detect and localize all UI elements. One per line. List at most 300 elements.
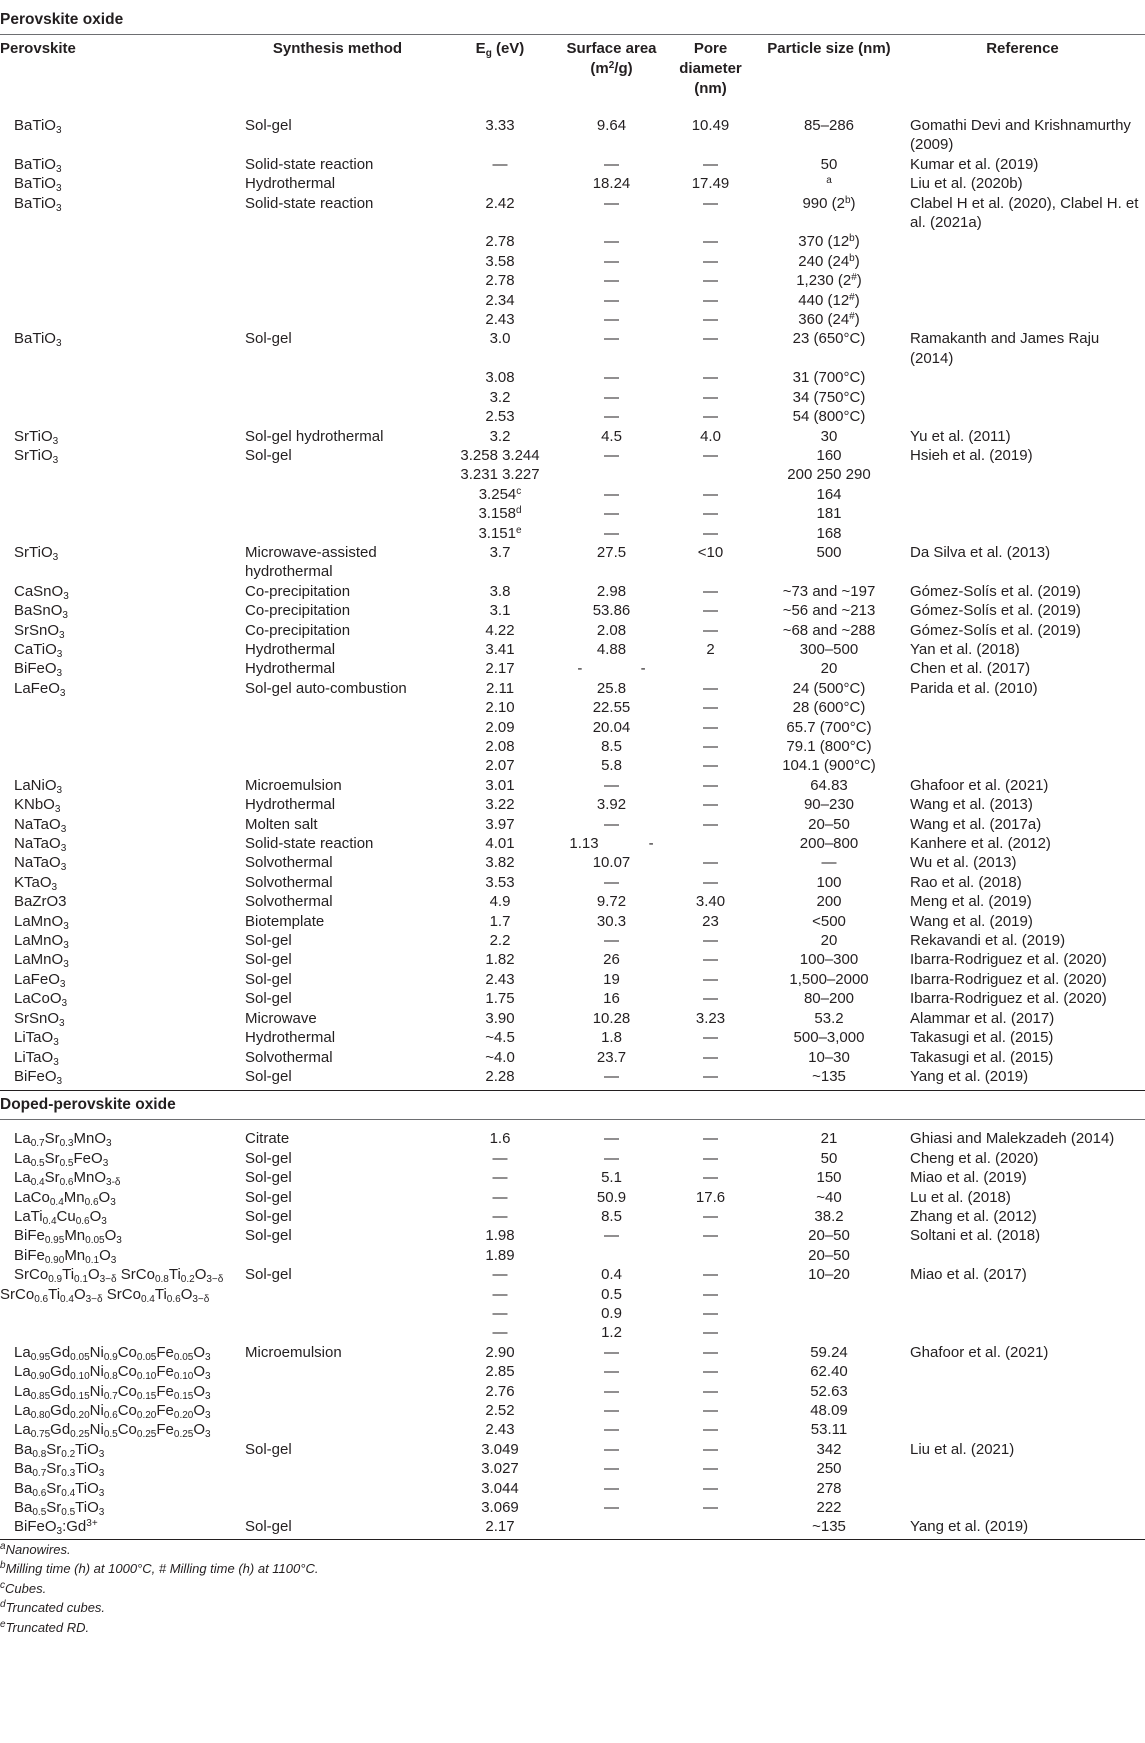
pore-diameter-cell: — [703, 330, 718, 348]
band-gap-cell: 2.11 [485, 679, 515, 697]
table-row [0, 1323, 1145, 1342]
table-row [0, 1168, 1145, 1187]
synthesis-method-cell: Sol-gel auto-combustion [245, 679, 407, 697]
table-row [0, 1009, 1145, 1028]
particle-size-cell: a [826, 175, 832, 187]
band-gap-cell: 3.231 3.227 [460, 466, 540, 484]
reference-cell [900, 252, 1145, 271]
synthesis-method-cell [235, 1362, 440, 1381]
reference-cell: Yang et al. (2019) [910, 1067, 1029, 1085]
header-pore-diameter: Pore diameter (nm) [679, 40, 742, 97]
table-row [0, 1048, 1145, 1067]
perovskite-cell: BaTiO$_3$ [14, 330, 62, 350]
particle-size-cell: 104.1 (900°C) [782, 757, 876, 775]
pore-diameter-cell: — [703, 602, 718, 620]
band-gap-cell: 3.90 [485, 1009, 515, 1027]
perovskite-cell: LaMnO$_3$ [14, 951, 69, 971]
synthesis-method-cell: Co-precipitation [245, 621, 351, 639]
band-gap-cell: — [492, 1188, 508, 1206]
surface-area-cell: — [604, 1460, 619, 1478]
surface-area-cell: 8.5 [601, 1207, 622, 1225]
reference-cell: Soltani et al. (2018) [910, 1227, 1041, 1245]
header-band-gap: $E_g$ (eV) [475, 40, 525, 59]
reference-cell: Hsieh et al. (2019) [910, 446, 1033, 464]
table-row [0, 1207, 1145, 1226]
band-gap-cell: 4.01 [485, 835, 515, 853]
perovskite-cell: LaNiO$_3$ [14, 776, 63, 796]
particle-size-cell: 28 (600°C) [792, 699, 866, 717]
particle-size-cell: 300–500 [799, 640, 859, 658]
perovskite-cell: $LaCo_{0.4}Mn_{0.6}O_3$ [14, 1188, 116, 1208]
perovskite-cell: $La_{0.7}Sr_{0.3}MnO_3$ [14, 1130, 112, 1150]
particle-size-cell: 500–3,000 [793, 1029, 865, 1047]
pore-diameter-cell: — [703, 873, 718, 891]
perovskite-cell: $BiFe_{0.90}Mn_{0.1}O_3$ [14, 1246, 117, 1266]
pore-diameter-cell: — [703, 446, 718, 464]
band-gap-cell: ~4.0 [485, 1048, 515, 1066]
band-gap-cell: 2.52 [485, 1402, 515, 1419]
surface-area-cell: 27.5 [596, 543, 627, 561]
pore-diameter-cell: — [703, 679, 718, 697]
pore-diameter-cell: — [703, 252, 718, 270]
synthesis-method-cell: Sol-gel [245, 1207, 292, 1225]
table-row [0, 912, 1145, 931]
synthesis-method-cell [235, 737, 440, 756]
pore-diameter-cell: — [703, 582, 718, 600]
reference-cell: Yang et al. (2019) [910, 1518, 1029, 1536]
synthesis-method-cell: Co-precipitation [245, 602, 351, 620]
surface-area-cell: — [604, 272, 619, 290]
reference-cell: Ibarra-Rodriguez et al. (2020) [910, 970, 1107, 988]
table-row [0, 1188, 1145, 1207]
surface-area-cell [560, 1246, 663, 1265]
perovskite-cell: BaTiO$_3$ [14, 117, 62, 136]
pore-diameter-cell: — [703, 1149, 718, 1167]
band-gap-cell: 3.2 [489, 388, 511, 406]
particle-size-cell: 20 [820, 932, 838, 950]
band-gap-cell: 3.8 [489, 582, 511, 600]
perovskite-rows [0, 107, 1145, 1086]
synthesis-method-cell: Sol-gel hydrothermal [245, 427, 384, 445]
particle-size-cell: 20–50 [808, 1246, 850, 1264]
reference-cell [900, 1362, 1145, 1381]
surface-area-cell: — [604, 1479, 619, 1497]
table-row [0, 1285, 1145, 1304]
synthesis-method-cell [235, 698, 440, 717]
pore-diameter-cell: — [703, 1363, 718, 1381]
table-row [0, 815, 1145, 834]
synthesis-method-cell: Sol-gel [245, 1067, 292, 1085]
reference-cell [900, 1401, 1145, 1420]
reference-cell: Yan et al. (2018) [910, 640, 1020, 658]
synthesis-method-cell: Sol-gel [245, 951, 292, 969]
pore-diameter-cell: — [703, 699, 718, 717]
particle-size-cell: 30 [820, 427, 838, 445]
table-row [0, 232, 1145, 251]
pore-diameter-cell: — [703, 1266, 718, 1284]
perovskite-cell: BiFeO$_3$ [14, 660, 63, 680]
reference-cell: Takasugi et al. (2015) [910, 1029, 1054, 1047]
perovskite-cell: BaTiO$_3$ [14, 194, 62, 214]
particle-size-cell: 85–286 [803, 117, 855, 134]
table-row [0, 465, 1145, 484]
perovskite-cell: BaTiO$_3$ [14, 175, 62, 195]
perovskite-cell: BiFeO$_3$ [14, 1067, 63, 1087]
reference-cell [900, 1498, 1145, 1517]
reference-cell [900, 1285, 1145, 1304]
synthesis-method-cell: Microwave [245, 1009, 317, 1027]
table-row [0, 107, 1145, 155]
band-gap-cell: 2.85 [485, 1363, 515, 1381]
particle-size-cell: 62.40 [810, 1363, 848, 1381]
reference-cell: Meng et al. (2019) [910, 893, 1032, 911]
surface-area-cell: — [604, 1421, 619, 1439]
particle-size-cell: 342 [816, 1440, 842, 1458]
band-gap-cell: 2.78 [485, 233, 515, 251]
synthesis-method-cell: Hydrothermal [245, 1029, 336, 1047]
band-gap-cell: 3.044 [481, 1479, 519, 1497]
reference-cell [900, 524, 1145, 543]
table-row [0, 659, 1145, 678]
reference-cell [900, 232, 1145, 251]
band-gap-cell: 3.1 [489, 602, 511, 620]
reference-cell [900, 1304, 1145, 1323]
band-gap-cell: 3.0 [489, 330, 511, 348]
synthesis-method-cell [235, 1323, 440, 1342]
band-gap-cell: 3.53 [485, 873, 515, 891]
band-gap-cell: — [492, 155, 508, 173]
band-gap-cell: — [492, 1285, 508, 1303]
band-gap-cell: 2.10 [485, 699, 515, 717]
pore-diameter-cell: — [703, 1421, 718, 1439]
perovskite-table [0, 35, 1145, 1086]
surface-area-cell [560, 465, 663, 484]
synthesis-method-cell [235, 310, 440, 329]
surface-area-cell: 2.98 [596, 582, 627, 600]
pore-diameter-cell: — [703, 1169, 718, 1187]
synthesis-method-cell [235, 1285, 440, 1304]
particle-size-cell: ~135 [812, 1518, 846, 1536]
surface-area-cell: — [604, 524, 619, 542]
band-gap-cell: 2.28 [485, 1067, 515, 1085]
surface-area-cell: 9.72 [596, 893, 627, 911]
surface-area-cell [560, 1517, 663, 1536]
reference-cell: Da Silva et al. (2013) [910, 543, 1051, 561]
band-gap-cell: 2.76 [485, 1382, 515, 1400]
surface-area-cell: — [604, 1402, 619, 1419]
band-gap-cell: 2.09 [485, 718, 515, 736]
particle-size-cell: 34 (750°C) [792, 388, 866, 406]
particle-size-cell: 100 [816, 873, 842, 891]
particle-size-cell: 440 (12#) [798, 291, 860, 309]
band-gap-cell: — [492, 1266, 508, 1284]
synthesis-method-cell [235, 465, 440, 484]
band-gap-cell: 3.258 3.244 [460, 446, 540, 464]
synthesis-method-cell: Hydrothermal [245, 796, 336, 814]
table-row [0, 1517, 1145, 1536]
reference-cell: Miao et al. (2019) [910, 1169, 1027, 1187]
reference-cell [900, 698, 1145, 717]
surface-area-cell: 18.24 [592, 175, 631, 193]
table-row [0, 718, 1145, 737]
particle-size-cell [758, 1285, 900, 1304]
particle-size-cell: 53.11 [810, 1421, 848, 1439]
perovskite-cell: KNbO$_3$ [14, 796, 61, 816]
surface-area-cell: 0.5 [601, 1285, 622, 1303]
band-gap-cell: 2.78 [485, 272, 515, 290]
surface-area-cell: - - [577, 660, 646, 678]
table-row [0, 310, 1145, 329]
surface-area-cell: — [604, 485, 619, 503]
header-reference: Reference [986, 40, 1059, 57]
perovskite-cell [0, 388, 235, 407]
surface-area-cell: — [604, 1382, 619, 1400]
reference-cell [900, 1479, 1145, 1498]
pore-diameter-cell: — [703, 1285, 718, 1303]
pore-diameter-cell: — [703, 1227, 718, 1245]
particle-size-cell: 90–230 [803, 796, 855, 814]
pore-diameter-cell: — [703, 990, 718, 1008]
band-gap-cell: 2.07 [485, 757, 515, 775]
band-gap-cell: 2.43 [485, 311, 515, 329]
synthesis-method-cell: Sol-gel [245, 1169, 292, 1187]
band-gap-cell: — [492, 1304, 508, 1322]
surface-area-cell: — [604, 252, 619, 270]
reference-cell: Liu et al. (2020b) [910, 175, 1023, 193]
surface-area-cell: — [604, 233, 619, 251]
perovskite-cell: LaMnO$_3$ [14, 912, 69, 932]
particle-size-cell: 80–200 [803, 990, 855, 1008]
table-row [0, 853, 1145, 872]
reference-cell [900, 388, 1145, 407]
table-row [0, 1459, 1145, 1478]
table-row [0, 679, 1145, 698]
perovskite-cell: $Ba_{0.7}Sr_{0.3}TiO_3$ [14, 1460, 105, 1480]
synthesis-method-cell: Hydrothermal [245, 660, 336, 678]
pore-diameter-cell: — [703, 524, 718, 542]
particle-size-cell: — [821, 854, 837, 872]
surface-area-cell: — [604, 1343, 619, 1361]
footnote: $^c$Cubes. [0, 1579, 47, 1596]
perovskite-cell: LaMnO$_3$ [14, 932, 69, 952]
perovskite-cell: $SrCo_{0.9}Ti_{0.1}O_{3-\delta}$ $SrCo_{0.8}Ti_{0.2}O_{3-\delta}$ [14, 1266, 224, 1286]
footnote: $^a$Nanowires. [0, 1540, 71, 1557]
perovskite-cell [0, 291, 235, 310]
particle-size-cell: 222 [816, 1499, 842, 1517]
reference-cell [900, 756, 1145, 775]
table-row [0, 194, 1145, 233]
surface-area-cell: — [604, 1067, 619, 1085]
reference-cell: Ibarra-Rodriguez et al. (2020) [910, 990, 1107, 1008]
pore-diameter-cell: — [703, 1440, 718, 1458]
band-gap-cell: ~4.5 [485, 1029, 515, 1047]
synthesis-method-cell: Sol-gel [245, 1188, 292, 1206]
pore-diameter-cell [663, 1246, 758, 1265]
band-gap-cell: 3.22 [485, 796, 515, 814]
particle-size-cell: 168 [816, 524, 842, 542]
particle-size-cell [758, 1323, 900, 1342]
surface-area-cell: 23.7 [596, 1048, 627, 1066]
synthesis-method-cell [235, 1479, 440, 1498]
surface-area-cell: — [604, 776, 619, 794]
pore-diameter-cell: — [703, 291, 718, 309]
synthesis-method-cell: Microemulsion [245, 776, 342, 794]
table-row [0, 1149, 1145, 1168]
table-row [0, 252, 1145, 271]
synthesis-method-cell [235, 1382, 440, 1401]
perovskite-cell: $Ba_{0.5}Sr_{0.5}TiO_3$ [14, 1499, 105, 1519]
perovskite-cell: BaSnO$_3$ [14, 602, 68, 622]
particle-size-cell: 53.2 [814, 1009, 844, 1027]
particle-size-cell: 1,500–2000 [789, 970, 869, 988]
synthesis-method-cell: Solvothermal [245, 873, 333, 891]
table-row [0, 155, 1145, 174]
footnotes [0, 1540, 1145, 1638]
perovskite-cell [0, 485, 235, 504]
table-row [0, 174, 1145, 193]
surface-area-cell: — [604, 369, 619, 387]
band-gap-cell: 4.9 [489, 893, 511, 911]
table-row [0, 1362, 1145, 1381]
pore-diameter-cell: — [703, 1067, 718, 1085]
perovskite-cell: SrTiO$_3$ [14, 543, 59, 563]
surface-area-cell: 26 [603, 951, 620, 969]
table-row [0, 329, 1145, 368]
pore-diameter-cell: — [703, 272, 718, 290]
synthesis-method-cell: Biotemplate [245, 912, 325, 930]
reference-cell: Ghafoor et al. (2021) [910, 1343, 1049, 1361]
perovskite-cell [0, 465, 235, 484]
surface-area-cell: — [604, 155, 619, 173]
pore-diameter-cell: <10 [697, 543, 724, 561]
reference-cell: Chen et al. (2017) [910, 660, 1031, 678]
band-gap-cell: 1.7 [489, 912, 511, 930]
perovskite-cell [0, 252, 235, 271]
particle-size-cell: ~56 and ~213 [782, 602, 876, 620]
particle-size-cell: 31 (700°C) [792, 369, 866, 387]
surface-area-cell: — [604, 1499, 619, 1517]
perovskite-cell: LaFeO$_3$ [14, 679, 66, 699]
table-row [0, 698, 1145, 717]
pore-diameter-cell: — [703, 854, 718, 872]
table-row [0, 601, 1145, 620]
perovskite-cell: LaFeO$_3$ [14, 970, 66, 990]
particle-size-cell: 20–50 [808, 815, 850, 833]
particle-size-cell: 500 [816, 543, 842, 561]
particle-size-cell: 65.7 (700°C) [786, 718, 872, 736]
reference-cell: Liu et al. (2021) [910, 1440, 1015, 1458]
surface-area-cell: — [604, 1227, 619, 1245]
perovskite-cell: $La_{0.90}Gd_{0.10}Ni_{0.8}Co_{0.10}Fe_{0.10}O_3$ [14, 1363, 211, 1383]
synthesis-method-cell: Solvothermal [245, 893, 333, 911]
particle-size-cell: ~68 and ~288 [782, 621, 876, 639]
table-row [0, 756, 1145, 775]
reference-cell [900, 291, 1145, 310]
pore-diameter-cell: — [703, 932, 718, 950]
table-row [0, 989, 1145, 1008]
pore-diameter-cell: — [703, 388, 718, 406]
table-row [0, 795, 1145, 814]
reference-cell: Kumar et al. (2019) [910, 155, 1039, 173]
synthesis-method-cell [235, 252, 440, 271]
doped-perovskite-table [0, 1120, 1145, 1537]
band-gap-cell: 3.049 [481, 1440, 519, 1458]
synthesis-method-cell [235, 388, 440, 407]
particle-size-cell: 1,230 (2#) [796, 272, 862, 290]
reference-cell: Miao et al. (2017) [910, 1266, 1027, 1284]
reference-cell: Wang et al. (2019) [910, 912, 1033, 930]
reference-cell: Lu et al. (2018) [910, 1188, 1011, 1206]
pore-diameter-cell: 2 [706, 640, 715, 658]
perovskite-cell: $Ba_{0.8}Sr_{0.2}TiO_3$ [14, 1440, 105, 1460]
header-perovskite: Perovskite [0, 40, 76, 57]
particle-size-cell: 79.1 (800°C) [786, 738, 872, 755]
reference-cell: Rekavandi et al. (2019) [910, 932, 1066, 950]
reference-cell: Clabel H et al. (2020), Clabel H. et al. (2021a) [910, 194, 1139, 232]
table-row [0, 1246, 1145, 1265]
band-gap-cell: 3.97 [485, 815, 515, 833]
perovskite-cell: $La_{0.4}Sr_{0.6}MnO_{3-\delta}$ [14, 1169, 121, 1189]
perovskite-cell [0, 368, 235, 387]
reference-cell: Ghiasi and Malekzadeh (2014) [910, 1130, 1115, 1148]
particle-size-cell: 59.24 [810, 1343, 848, 1361]
band-gap-cell: 2.53 [485, 408, 515, 426]
reference-cell: Gomathi Devi and Krishnamurthy (2009) [910, 117, 1131, 154]
perovskite-cell: $La_{0.95}Gd_{0.05}Ni_{0.9}Co_{0.05}Fe_{0.05}O_3$ [14, 1343, 211, 1363]
perovskite-cell [0, 756, 235, 775]
synthesis-method-cell [235, 271, 440, 290]
band-gap-cell: 3.7 [489, 543, 511, 561]
perovskite-cell: $La_{0.80}Gd_{0.20}Ni_{0.6}Co_{0.20}Fe_{0.20}O_3$ [14, 1402, 211, 1421]
surface-area-cell: — [604, 446, 619, 464]
table-row [0, 1479, 1145, 1498]
surface-area-cell: — [604, 1363, 619, 1381]
pore-diameter-cell: 17.6 [695, 1188, 726, 1206]
perovskite-cell [0, 737, 235, 756]
perovskite-cell: $La_{0.75}Gd_{0.25}Ni_{0.5}Co_{0.25}Fe_{0.25}O_3$ [14, 1421, 211, 1441]
surface-area-cell: 25.8 [596, 679, 627, 697]
pore-diameter-cell: 3.40 [695, 893, 726, 911]
surface-area-cell: 1.13 - [569, 835, 654, 853]
synthesis-method-cell: Sol-gel [245, 446, 292, 464]
reference-cell [900, 465, 1145, 484]
band-gap-cell: 2.42 [485, 194, 515, 212]
reference-cell: Ibarra-Rodriguez et al. (2020) [910, 951, 1107, 969]
pore-diameter-cell: — [703, 970, 718, 988]
band-gap-cell: 3.158$^d$ [478, 505, 522, 523]
table-row [0, 892, 1145, 911]
header-particle-size: Particle size (nm) [767, 40, 891, 57]
particle-size-cell: 52.63 [810, 1382, 848, 1400]
perovskite-cell [0, 407, 235, 426]
particle-size-cell: 150 [816, 1169, 842, 1187]
particle-size-cell: 200 250 290 [787, 466, 871, 484]
synthesis-method-cell: Solid-state reaction [245, 194, 374, 212]
pore-diameter-cell [663, 659, 758, 678]
perovskite-cell: $La_{0.85}Gd_{0.15}Ni_{0.7}Co_{0.15}Fe_{0.15}O_3$ [14, 1382, 211, 1402]
band-gap-cell: — [492, 1207, 508, 1225]
particle-size-cell: <500 [812, 912, 846, 930]
perovskite-cell: LaCoO$_3$ [14, 990, 68, 1010]
band-gap-cell: 3.027 [481, 1460, 519, 1478]
reference-cell: Takasugi et al. (2015) [910, 1048, 1054, 1066]
band-gap-cell: 2.43 [485, 970, 515, 988]
surface-area-cell: — [604, 194, 619, 212]
pore-diameter-cell: — [703, 1479, 718, 1497]
particle-size-cell: 990 (2$^b$) [802, 194, 856, 212]
surface-area-cell: 30.3 [596, 912, 627, 930]
pore-diameter-cell: — [703, 796, 718, 814]
